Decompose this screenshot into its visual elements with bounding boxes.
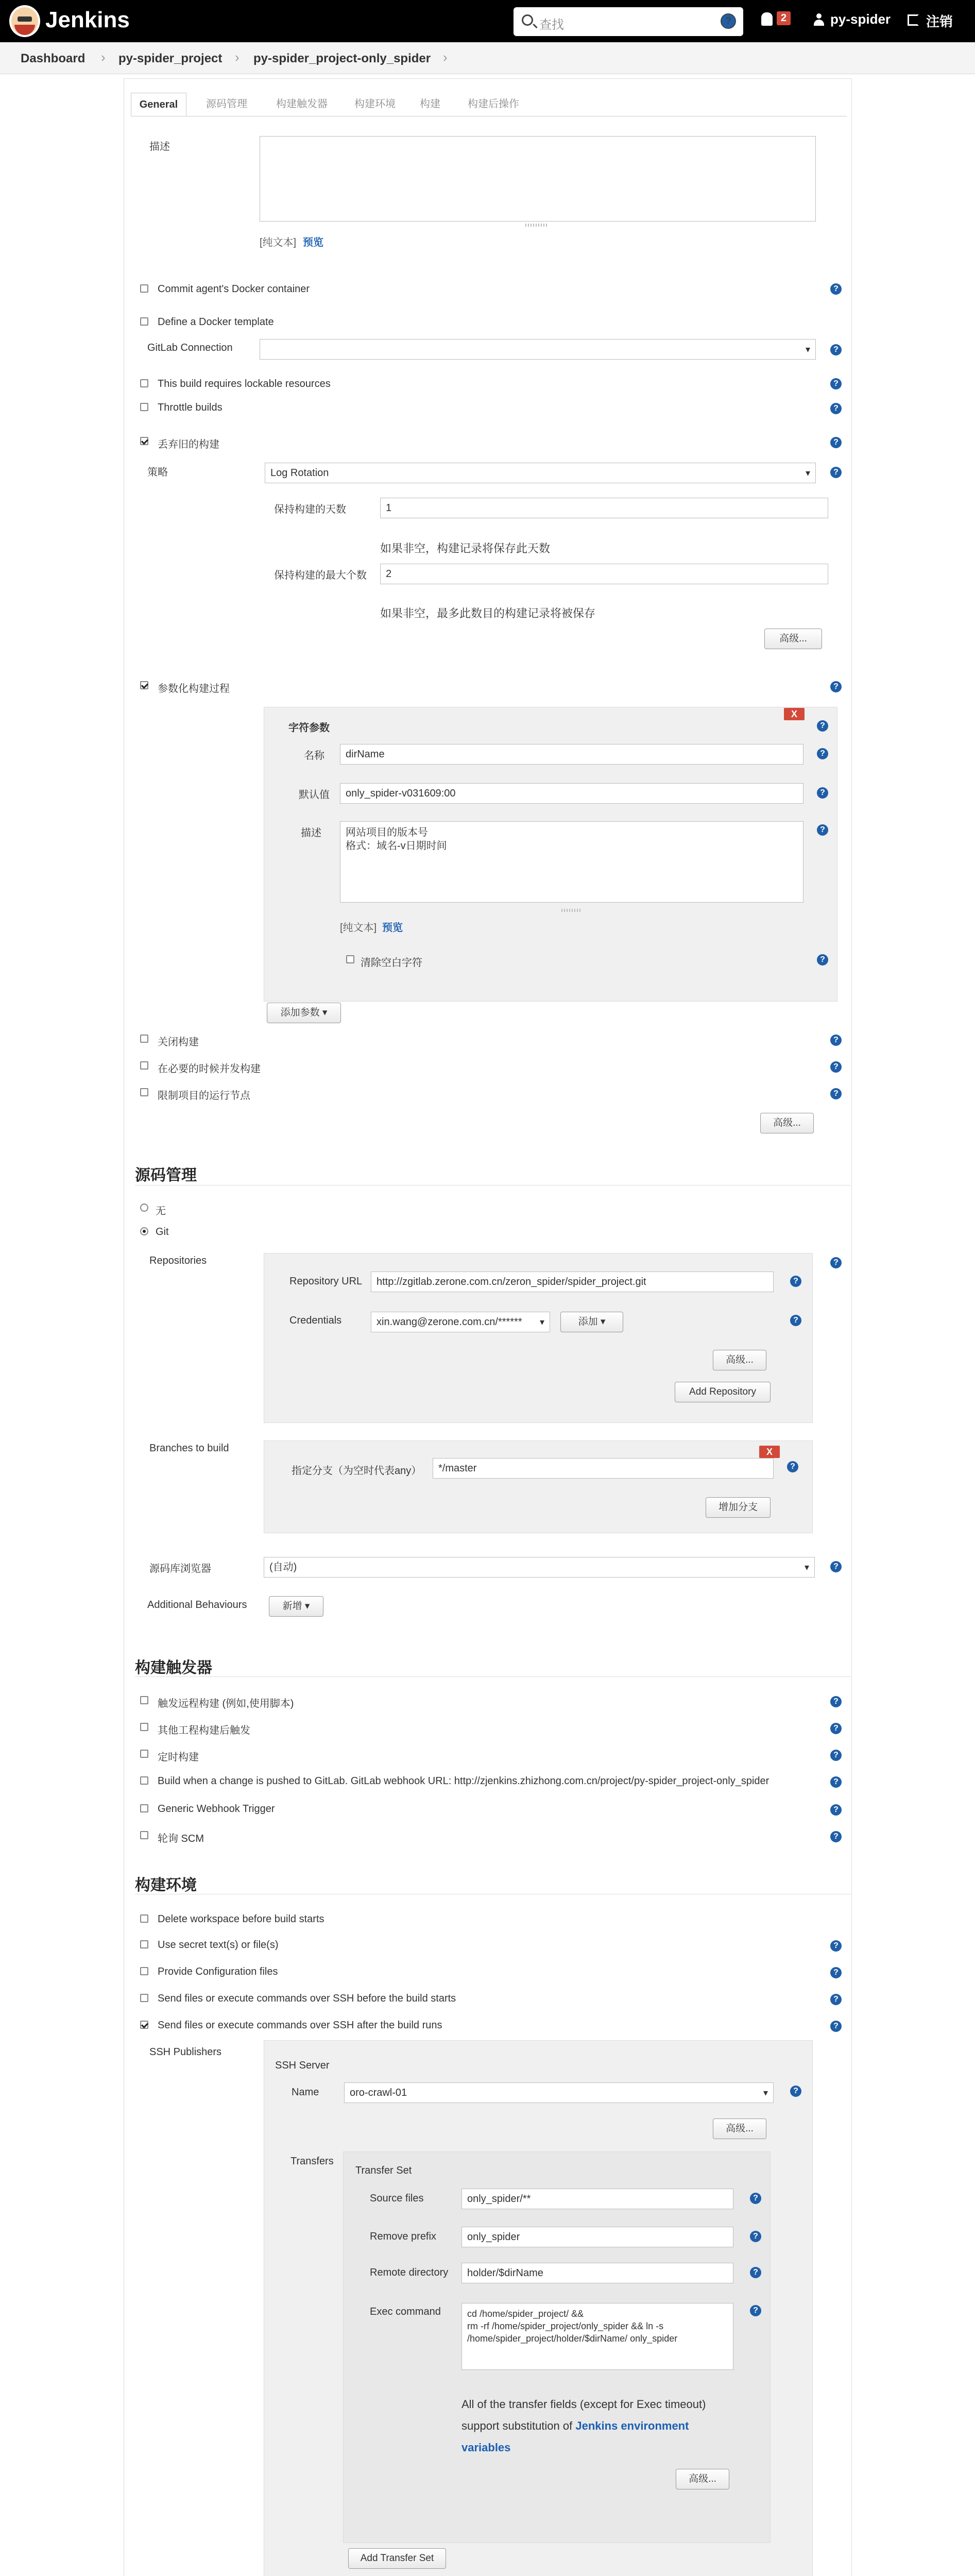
ssh-advanced-button[interactable]: 高级... (713, 2119, 766, 2139)
credentials-select[interactable]: xin.wang@zerone.com.cn/****** ▾ (371, 1312, 550, 1332)
breadcrumb-separator-icon: › (443, 49, 448, 65)
tab-triggers[interactable]: 构建触发器 (276, 98, 328, 110)
parameter-type-label: 字符参数 (288, 722, 330, 734)
max-input[interactable]: 2 (380, 564, 828, 584)
breadcrumb (0, 42, 975, 74)
exec-command-textarea[interactable] (461, 2303, 733, 2370)
transfer-set-label: Transfer Set (355, 2165, 412, 2176)
add-behaviour-button[interactable]: 新增 ▾ (269, 1596, 323, 1617)
days-label: 保持构建的天数 (274, 504, 346, 515)
trigger-remote-label: 触发远程构建 (例如,使用脚本) (158, 1698, 294, 1709)
scm-git-radio[interactable] (140, 1227, 148, 1235)
exec-command-line-3: /home/spider_project/holder/$dirName/ only_spider (467, 2333, 678, 2344)
help-icon[interactable]: ? (830, 1088, 842, 1099)
help-icon[interactable]: ? (790, 1276, 801, 1287)
lockable-label: This build requires lockable resources (158, 378, 331, 389)
restrict-node-label: 限制项目的运行节点 (158, 1090, 250, 1101)
concurrent-build-label: 在必要的时候并发构建 (158, 1063, 261, 1075)
env-ssh-after-label: Send files or execute commands over SSH after the build runs (158, 2020, 442, 2031)
credentials-label: Credentials (289, 1315, 342, 1326)
breadcrumb-separator-icon: › (101, 49, 106, 65)
remote-directory-input[interactable]: holder/$dirName (461, 2263, 733, 2283)
repo-url-input[interactable]: http://zgitlab.zerone.com.cn/zeron_spider/spider_project.git (371, 1272, 774, 1292)
scm-none-label: 无 (156, 1206, 166, 1217)
discard-old-label: 丢弃旧的构建 (158, 439, 219, 450)
param-default-input[interactable]: only_spider-v031609:00 (340, 783, 803, 804)
help-icon[interactable]: ? (830, 344, 842, 355)
general-advanced-button[interactable]: 高级... (760, 1113, 814, 1133)
add-transfer-set-button[interactable]: Add Transfer Set (348, 2548, 446, 2569)
repo-advanced-button[interactable]: 高级... (713, 1350, 766, 1370)
branches-box (264, 1440, 813, 1533)
help-icon[interactable]: ? (817, 720, 828, 732)
help-icon[interactable]: ? (817, 954, 828, 965)
disable-build-label: 关闭构建 (158, 1037, 199, 1048)
param-desc-line-1: 网站项目的版本号 (346, 827, 428, 838)
logout-link[interactable]: 注销 (926, 14, 953, 29)
help-icon[interactable]: ? (750, 2231, 761, 2242)
remove-prefix-input[interactable]: only_spider (461, 2227, 733, 2247)
help-icon[interactable]: ? (830, 1776, 842, 1788)
param-default-label: 默认值 (299, 789, 330, 801)
search-icon (522, 14, 533, 26)
max-hint: 如果非空，最多此数目的构建记录将被保存 (380, 607, 596, 620)
help-icon[interactable]: ? (830, 1035, 842, 1046)
docker-template-label: Define a Docker template (158, 316, 274, 328)
delete-branch-button[interactable]: X (759, 1446, 780, 1458)
help-icon[interactable]: ? (830, 1994, 842, 2005)
add-parameter-button[interactable]: 添加参数 ▾ (267, 1003, 341, 1023)
user-link[interactable]: py-spider (830, 11, 891, 27)
help-icon[interactable]: ? (830, 378, 842, 389)
env-config-files-label: Provide Configuration files (158, 1966, 278, 1977)
ssh-name-label: Name (292, 2087, 319, 2098)
help-icon[interactable]: ? (830, 1804, 842, 1816)
docker-container-label: Commit agent's Docker container (158, 283, 310, 295)
env-ssh-after-checkbox[interactable] (140, 2021, 148, 2029)
notification-badge[interactable]: 2 (777, 11, 791, 25)
strategy-select[interactable]: Log Rotation ▾ (265, 463, 816, 483)
resize-grip-icon[interactable] (561, 909, 582, 912)
concurrent-build-checkbox[interactable] (140, 1061, 148, 1070)
env-secret-label: Use secret text(s) or file(s) (158, 1939, 279, 1951)
repositories-label: Repositories (149, 1255, 207, 1266)
jenkins-env-link-2[interactable]: variables (461, 2441, 511, 2454)
help-icon[interactable]: ? (817, 824, 828, 836)
tab-general[interactable]: General (131, 93, 186, 116)
resize-grip-icon[interactable] (525, 224, 548, 227)
days-hint: 如果非空，构建记录将保存此天数 (380, 542, 551, 555)
param-desc-textarea[interactable] (340, 821, 803, 903)
breadcrumb-project[interactable]: py-spider_project (118, 52, 223, 65)
transfer-note-line-1: All of the transfer fields (except for Exec timeout) (461, 2398, 706, 2411)
help-icon[interactable]: ? (830, 1940, 842, 1952)
tab-build[interactable]: 构建 (420, 98, 440, 110)
help-icon[interactable]: ? (830, 1061, 842, 1073)
search-input[interactable]: 查找 (539, 18, 564, 32)
restrict-node-checkbox[interactable] (140, 1088, 148, 1096)
trigger-poll-scm-label: 轮询 SCM (158, 1833, 204, 1844)
help-icon[interactable]: ? (830, 2021, 842, 2032)
help-icon[interactable]: ? (817, 787, 828, 799)
help-icon[interactable]: ? (830, 1723, 842, 1734)
add-branch-button[interactable]: 增加分支 (706, 1497, 771, 1518)
breadcrumb-dashboard[interactable]: Dashboard (21, 52, 85, 65)
help-icon[interactable]: ? (830, 1257, 842, 1268)
source-files-label: Source files (370, 2193, 424, 2204)
scm-section-title: 源码管理 (135, 1167, 197, 1184)
add-credentials-button[interactable]: 添加 ▾ (560, 1312, 623, 1332)
help-icon[interactable]: ? (830, 403, 842, 414)
help-icon[interactable]: ? (830, 1831, 842, 1842)
behaviours-label: Additional Behaviours (147, 1599, 247, 1611)
branches-label: Branches to build (149, 1443, 229, 1454)
env-ssh-before-label: Send files or execute commands over SSH before the build starts (158, 1993, 456, 2004)
trim-label: 清除空白字符 (361, 957, 422, 969)
branch-spec-label: 指定分支（为空时代表any） (292, 1465, 422, 1477)
transfer-advanced-button[interactable]: 高级... (676, 2469, 729, 2489)
source-files-input[interactable]: only_spider/** (461, 2189, 733, 2209)
add-repository-button[interactable]: Add Repository (675, 1382, 771, 1402)
help-icon[interactable]: ? (830, 1967, 842, 1978)
repo-url-label: Repository URL (289, 1276, 363, 1287)
gitlab-connection-select[interactable] (260, 339, 816, 360)
discard-advanced-button[interactable]: 高级... (764, 629, 822, 649)
breadcrumb-job[interactable]: py-spider_project-only_spider (253, 52, 431, 65)
help-icon[interactable]: ? (750, 2267, 761, 2278)
env-section-title: 构建环境 (135, 1877, 197, 1894)
trigger-generic-webhook-label: Generic Webhook Trigger (158, 1803, 275, 1815)
exec-command-line-1: cd /home/spider_project/ && (467, 2309, 584, 2319)
trim-checkbox[interactable] (346, 955, 354, 963)
help-icon[interactable]: ? (750, 2305, 761, 2316)
parameterized-checkbox[interactable] (140, 681, 148, 689)
search-help-icon[interactable]: ? (721, 13, 736, 29)
trigger-upstream-checkbox[interactable] (140, 1723, 148, 1731)
bell-icon[interactable] (761, 12, 773, 26)
discard-old-checkbox[interactable] (140, 437, 148, 445)
trigger-periodic-checkbox[interactable] (140, 1750, 148, 1758)
branch-spec-input[interactable]: */master (433, 1458, 774, 1479)
env-delete-workspace-label: Delete workspace before build starts (158, 1913, 324, 1925)
throttle-label: Throttle builds (158, 402, 223, 413)
disable-build-checkbox[interactable] (140, 1035, 148, 1043)
logout-icon (908, 14, 919, 26)
ssh-server-label: SSH Server (275, 2060, 330, 2071)
help-icon[interactable]: ? (830, 467, 842, 478)
search-box[interactable] (514, 7, 743, 36)
help-icon[interactable]: ? (830, 437, 842, 448)
help-icon[interactable]: ? (830, 1750, 842, 1761)
scm-git-label: Git (156, 1226, 169, 1238)
transfer-note (461, 2394, 729, 2459)
docker-container-checkbox[interactable] (140, 284, 148, 293)
parameterized-label: 参数化构建过程 (158, 683, 230, 694)
plain-text-label: [纯文本] (340, 922, 377, 934)
throttle-checkbox[interactable] (140, 403, 148, 411)
section-divider (135, 1676, 851, 1677)
days-input[interactable]: 1 (380, 498, 828, 518)
param-desc-line-2: 格式：域名-v日期时间 (346, 840, 447, 852)
description-label: 描述 (149, 141, 170, 152)
repo-browser-label: 源码库浏览器 (149, 1563, 211, 1574)
max-label: 保持构建的最大个数 (274, 570, 367, 581)
docker-template-checkbox[interactable] (140, 317, 148, 326)
user-icon (814, 13, 824, 26)
param-name-label: 名称 (304, 750, 324, 761)
transfers-label: Transfers (290, 2156, 334, 2167)
trigger-generic-webhook-checkbox[interactable] (140, 1804, 148, 1812)
exec-command-line-2: rm -rf /home/spider_project/only_spider && ln -s (467, 2321, 664, 2331)
preview-link[interactable]: 预览 (303, 237, 323, 248)
top-bar (0, 0, 975, 42)
trigger-periodic-label: 定时构建 (158, 1752, 199, 1763)
tab-post-build[interactable]: 构建后操作 (468, 98, 519, 110)
param-name-input[interactable]: dirName (340, 744, 803, 765)
lockable-checkbox[interactable] (140, 379, 148, 387)
brand-title[interactable]: Jenkins (45, 7, 130, 32)
help-icon[interactable]: ? (790, 1315, 801, 1326)
env-ssh-before-checkbox[interactable] (140, 1994, 148, 2002)
remote-directory-label: Remote directory (370, 2267, 449, 2278)
help-icon[interactable]: ? (790, 2086, 801, 2097)
delete-parameter-button[interactable]: X (784, 708, 805, 720)
env-config-files-checkbox[interactable] (140, 1967, 148, 1975)
repo-browser-select[interactable]: (自动) ▾ (264, 1557, 815, 1578)
exec-command-label: Exec command (370, 2306, 441, 2317)
trigger-poll-scm-checkbox[interactable] (140, 1831, 148, 1839)
plain-text-label: [纯文本] (260, 237, 297, 248)
ssh-publishers-label: SSH Publishers (149, 2046, 222, 2058)
tab-scm[interactable]: 源码管理 (206, 98, 247, 110)
description-textarea[interactable] (260, 136, 816, 222)
trigger-gitlab-label: Build when a change is pushed to GitLab. GitLab webhook URL: http://zjenkins.zhizhong.com.cn/project/py-spider_project-only_spider (158, 1775, 769, 1787)
help-icon[interactable]: ? (787, 1461, 798, 1472)
env-delete-workspace-checkbox[interactable] (140, 1914, 148, 1923)
trigger-remote-checkbox[interactable] (140, 1696, 148, 1704)
help-icon[interactable]: ? (750, 2193, 761, 2204)
env-secret-checkbox[interactable] (140, 1940, 148, 1948)
tab-build-env[interactable]: 构建环境 (354, 98, 396, 110)
remove-prefix-label: Remove prefix (370, 2231, 436, 2242)
param-desc-label: 描述 (301, 827, 321, 839)
jenkins-logo-icon[interactable] (9, 5, 40, 37)
trigger-upstream-label: 其他工程构建后触发 (158, 1725, 250, 1736)
help-icon[interactable]: ? (817, 748, 828, 759)
scm-none-radio[interactable] (140, 1204, 148, 1212)
help-icon[interactable]: ? (830, 1561, 842, 1572)
triggers-section-title: 构建触发器 (135, 1659, 212, 1676)
breadcrumb-separator-icon: › (235, 49, 240, 65)
gitlab-connection-label: GitLab Connection (147, 342, 233, 353)
help-icon[interactable]: ? (830, 681, 842, 692)
transfer-note-line-2: support substitution of Jenkins environment (461, 2419, 689, 2432)
help-icon[interactable]: ? (830, 1696, 842, 1707)
help-icon[interactable]: ? (830, 283, 842, 295)
jenkins-env-link[interactable]: Jenkins environment (575, 2419, 689, 2432)
strategy-label: 策略 (147, 467, 168, 478)
ssh-name-select[interactable]: oro-crawl-01 ▾ (344, 2082, 774, 2103)
preview-link[interactable]: 预览 (382, 922, 403, 934)
trigger-gitlab-checkbox[interactable] (140, 1776, 148, 1785)
